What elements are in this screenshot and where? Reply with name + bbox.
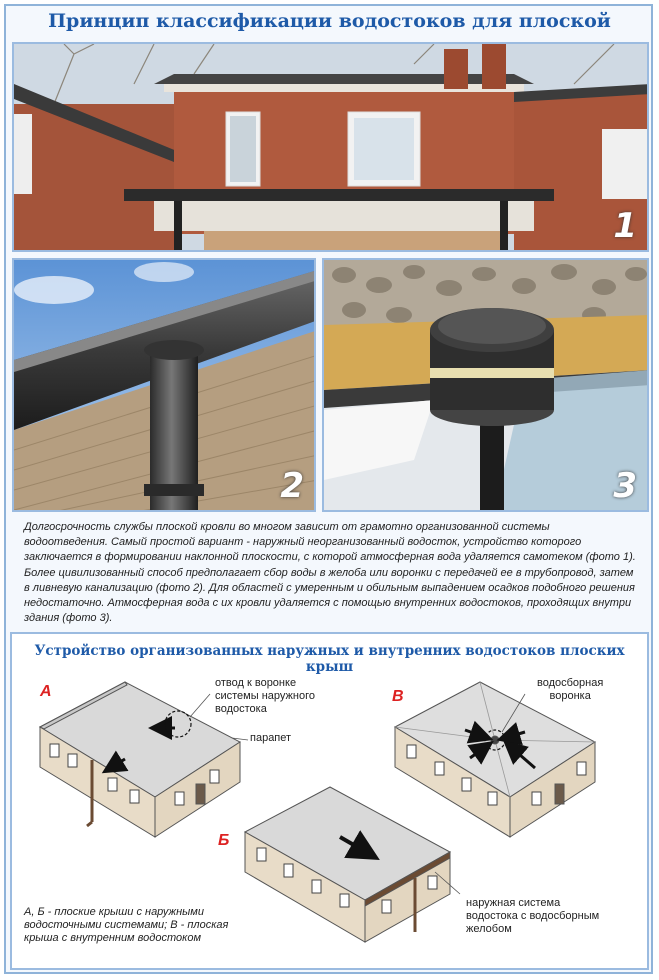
- page-title: Принцип классификации водостоков для плоской: [48, 10, 611, 32]
- house-illustration: [14, 44, 649, 252]
- label-parapet: парапет: [250, 732, 292, 744]
- label-gutter: наружная система водостока с водосборным желобом: [466, 897, 600, 935]
- label-letter-a: А: [40, 683, 52, 700]
- label-letter-b: Б: [218, 832, 230, 849]
- label-funnel: водосборная воронка: [537, 677, 604, 702]
- roof-drain-illustration: [324, 260, 649, 512]
- building-b: [245, 787, 460, 942]
- label-outlet: отвод к воронке системы наружного водостока: [215, 677, 315, 715]
- photo-house: [12, 42, 649, 252]
- label-letter-v: В: [392, 688, 404, 705]
- photo-roof-drain: [322, 258, 649, 512]
- gutter-illustration: [14, 260, 316, 512]
- diagram-title: Устройство организованных наружных и внутренних водостоков плоских крыш: [34, 643, 625, 675]
- photo-gutter: [12, 258, 316, 512]
- diagram-caption: А, Б - плоские крыши с наружными водосточными системами; В - плоская крыша с внутренним водостоком: [24, 906, 229, 944]
- photo-number-3: 3: [613, 466, 637, 506]
- description-paragraph: Долгосрочность службы плоской кровли во многом зависит от грамотно организованной системы водоотведения. Самый простой вариант - наружный неорганизованный водосток, устройство которого заключается в формировании наклонной плоскости, с которой атмосферная вода удаляется самотеком (фото 1). Более цивилизованный способ предполагает сбор воды в желоба или воронки с передачей ее в трубопровод, затем в ливневую канализацию (фото 2). Для областей с умеренным и обильным выпадением осадков подобного решения недостаточно. Атмосферная вода с их кровли удаляется с помощью внутренних водостоков, проходящих внутри здания (фото 3).: [24, 521, 636, 625]
- building-v: [395, 682, 595, 837]
- photo-number-2: 2: [280, 466, 304, 506]
- photo-number-1: 1: [613, 206, 637, 246]
